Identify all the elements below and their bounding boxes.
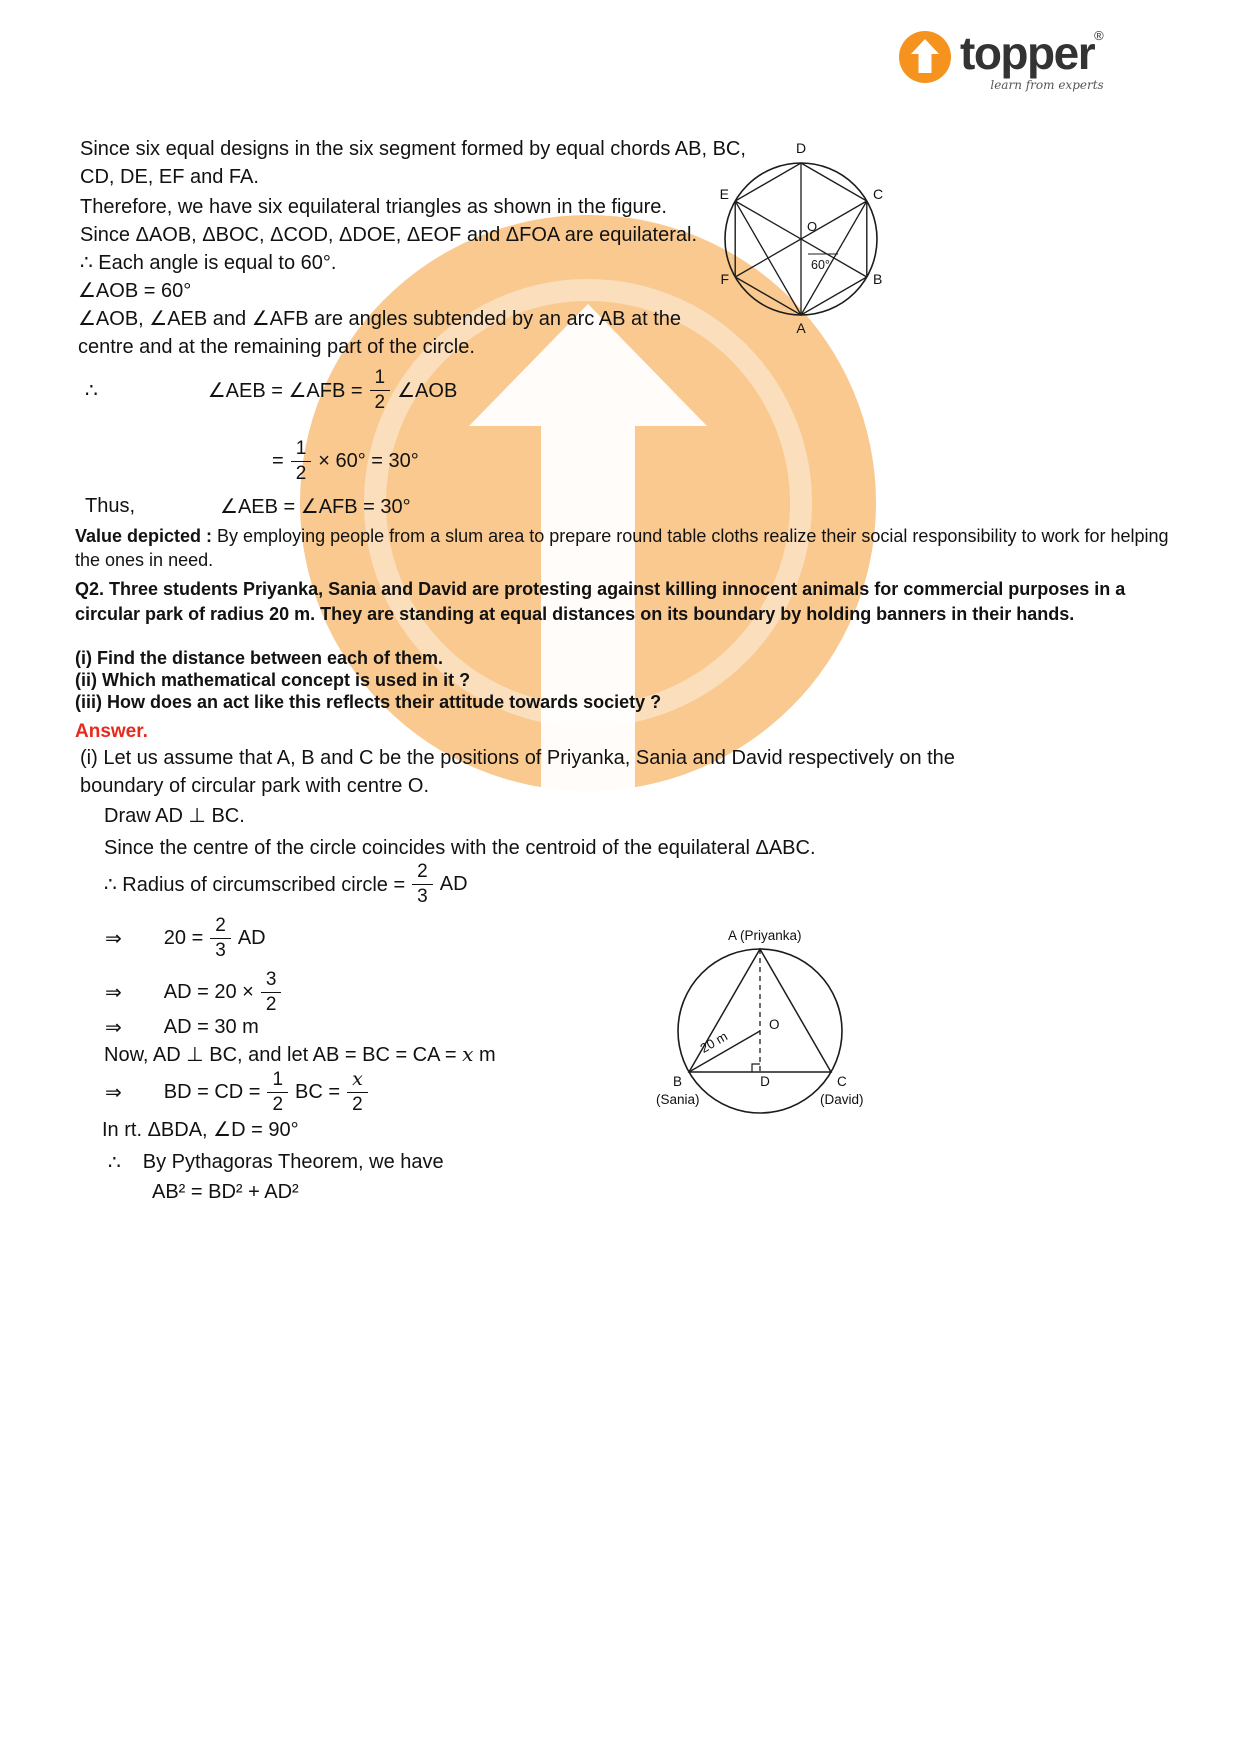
- topper-logo: [898, 27, 1104, 92]
- brand-text: [960, 27, 1104, 92]
- vertex-label-c: C: [837, 1074, 847, 1089]
- equation1-lhs: ∠AEB = ∠AFB =: [207, 379, 363, 402]
- equation-ad-30: [105, 1013, 259, 1041]
- value-depicted-paragraph: [75, 524, 1175, 572]
- vertex-sublabel-sania: (Sania): [656, 1092, 700, 1107]
- equals-sign: =: [272, 449, 284, 472]
- solution1-paragraph-6: ∠AOB, ∠AEB and ∠AFB are angles subtended by an arc AB at the centre and at the remaining part of the circle.: [78, 308, 682, 358]
- equation-ad-20: [105, 964, 288, 1020]
- equation1-rhs: ∠AOB: [397, 379, 458, 402]
- now-line-post: m: [473, 1044, 496, 1066]
- fraction-two-thirds: [210, 915, 231, 962]
- solution1-paragraph-1: Since six equal designs in the six segment formed by equal chords AB, BC, CD, DE, EF and FA.: [80, 138, 746, 188]
- question2-text: Q2. Three students Priyanka, Sania and David are protesting against killing innocent animals for commercial purposes in a circular park of radius 20 m. They are standing at equal distances on its boundary by holding banners in their hands.: [75, 579, 1126, 624]
- foot-label-d: D: [760, 1074, 770, 1089]
- value-depicted-label: Value depicted :: [75, 526, 218, 546]
- fraction-denominator: 2: [295, 462, 307, 484]
- radius-equation: [104, 856, 468, 912]
- hexagon-circle-diagram: [712, 138, 890, 338]
- answer-draw-line: Draw AD ⊥ BC.: [104, 805, 245, 827]
- thus-label: Thus,: [85, 494, 136, 517]
- question2-part-ii: (ii) Which mathematical concept is used in it ?: [75, 670, 471, 690]
- pythagoras-equation: AB² = BD² + AD²: [152, 1181, 299, 1203]
- answer-centroid-line: Since the centre of the circle coincides with the centroid of the equilateral ΔABC.: [104, 837, 816, 859]
- equation3: ∠AEB = ∠AFB = 30°: [220, 495, 411, 518]
- vertex-label-c: C: [873, 186, 884, 202]
- answer-paragraph-1: (i) Let us assume that A, B and C be the positions of Priyanka, Sania and David respectively on the boundary of circular park with centre O.: [80, 747, 955, 797]
- pythagoras-text: By Pythagoras Theorem, we have: [142, 1150, 444, 1173]
- fraction-one-half: [267, 1069, 288, 1116]
- solution1-paragraph-2: Therefore, we have six equilateral triangles as shown in the figure.: [80, 196, 667, 218]
- implies-icon: ⇒: [105, 981, 122, 1004]
- fraction-numerator: x: [347, 1069, 368, 1093]
- equation-rhs: AD: [237, 926, 266, 949]
- figure-triangle-circle: [648, 928, 883, 1143]
- triangle-circle-diagram: [648, 928, 883, 1143]
- equation-20-equals: [105, 910, 266, 966]
- solution1-paragraph-3: Since ΔAOB, ΔBOC, ΔCOD, ΔDOE, ΔEOF and ΔFOA are equilateral.: [80, 224, 698, 246]
- fraction-numerator: 1: [267, 1069, 288, 1093]
- therefore-symbol: ∴: [108, 1151, 121, 1174]
- fraction-one-half: [291, 438, 312, 485]
- fraction-numerator: 3: [261, 969, 282, 993]
- brand-name: topper: [960, 27, 1095, 79]
- radius-equation-lhs: ∴ Radius of circumscribed circle =: [104, 873, 406, 896]
- fraction-numerator: 1: [370, 367, 391, 391]
- fraction-denominator: 2: [374, 391, 386, 413]
- fraction-denominator: 2: [352, 1093, 363, 1115]
- radius-label-20m: 20 m: [697, 1028, 731, 1056]
- answer-label: Answer.: [75, 721, 148, 742]
- fraction-one-half: [370, 367, 391, 414]
- equation-lhs: AD = 20 ×: [163, 980, 254, 1003]
- vertex-label-e: E: [719, 186, 729, 202]
- equation-half-times-sixty: [272, 433, 419, 489]
- centre-label-o: O: [807, 219, 818, 234]
- fraction-numerator: 2: [412, 861, 433, 885]
- right-triangle-line: In rt. ΔBDA, ∠D = 90°: [102, 1119, 299, 1141]
- implies-icon: ⇒: [105, 1016, 122, 1039]
- now-line-pre: Now, AD ⊥ BC, and let AB = BC = CA =: [104, 1044, 463, 1066]
- thus-line: [85, 492, 411, 520]
- fraction-denominator: 3: [417, 885, 428, 907]
- vertex-label-b: B: [873, 271, 883, 287]
- implies-icon: ⇒: [105, 927, 122, 950]
- value-depicted-text: By employing people from a slum area to prepare round table cloths realize their social responsibility to work for helping the ones in need.: [75, 526, 1169, 570]
- brand-tagline: learn from experts: [990, 78, 1104, 92]
- vertex-label-b: B: [672, 1074, 682, 1089]
- topper-logo-icon: [898, 30, 952, 84]
- equation-lhs: BD = CD =: [163, 1080, 261, 1103]
- equation-lhs: 20 =: [163, 926, 204, 949]
- fraction-denominator: 3: [215, 939, 226, 961]
- fraction-denominator: 2: [265, 993, 277, 1015]
- fraction-denominator: 2: [272, 1093, 284, 1115]
- vertex-label-a-priyanka: A (Priyanka): [728, 928, 802, 943]
- equation-mid: BC =: [295, 1080, 341, 1103]
- pythagoras-line: [108, 1148, 444, 1176]
- solution1-paragraph-4: ∴ Each angle is equal to 60°.: [80, 252, 337, 274]
- radius-equation-rhs: AD: [439, 872, 468, 895]
- fraction-three-halves: [261, 969, 282, 1016]
- vertex-label-d: D: [795, 140, 807, 156]
- vertex-label-f: F: [720, 271, 729, 287]
- angle-label-60: 60°: [811, 258, 830, 272]
- implies-icon: ⇒: [105, 1081, 122, 1104]
- equation-aeb-afb: [85, 362, 457, 418]
- figure-hexagon-circle: [712, 138, 890, 338]
- question2-part-iii: (iii) How does an act like this reflects their attitude towards society ?: [75, 692, 662, 712]
- solution1-angle-aob: ∠AOB = 60°: [78, 280, 192, 302]
- fraction-numerator: 1: [291, 438, 312, 462]
- question2-part-i: (i) Find the distance between each of them.: [75, 648, 444, 668]
- equation-bd-cd: [105, 1064, 375, 1120]
- variable-x: x: [462, 1042, 474, 1066]
- vertex-label-a: A: [796, 320, 806, 336]
- equation-text: AD = 30 m: [163, 1015, 259, 1038]
- therefore-symbol: ∴: [85, 379, 98, 402]
- fraction-x-over-2: [347, 1069, 368, 1116]
- equation2-rhs: × 60° = 30°: [318, 449, 419, 472]
- registered-mark: ®: [1094, 28, 1104, 43]
- vertex-sublabel-david: (David): [820, 1092, 864, 1107]
- fraction-numerator: 2: [210, 915, 231, 939]
- fraction-two-thirds: [412, 861, 433, 908]
- centre-label-o: O: [769, 1017, 780, 1032]
